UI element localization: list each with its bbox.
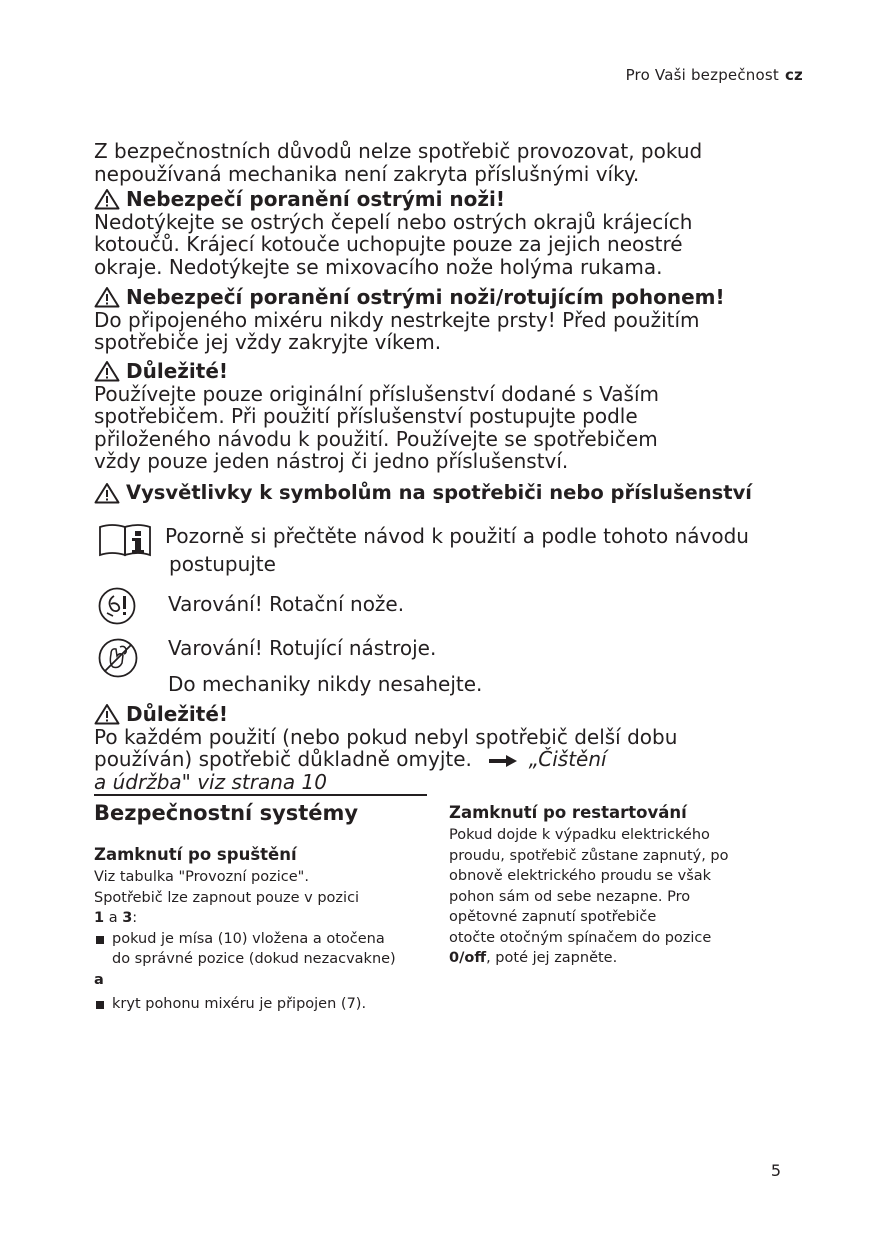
bullet-icon bbox=[96, 936, 104, 944]
text-line: do správné pozice (dokud nezacvakne) bbox=[112, 951, 396, 967]
symbols-heading bbox=[94, 482, 834, 505]
warning-line: kotoučů. Krájecí kotouče uchopujte pouze za jejich neostré bbox=[94, 232, 683, 256]
warning-line: přiloženého návodu k použití. Používejte se spotřebičem bbox=[94, 426, 658, 451]
restart-lock-body bbox=[449, 825, 789, 969]
warning-line: Používejte pouze originální příslušenství dodané s Vaším bbox=[94, 381, 660, 406]
warning-line: Po každém použití (nebo pokud nebyl spotřebič delší dobu bbox=[94, 724, 678, 749]
warning-title bbox=[94, 286, 806, 309]
important-accessories bbox=[94, 360, 806, 473]
warning-title-text: Důležité! bbox=[126, 702, 229, 726]
header-title: Pro Vaši bezpečnost bbox=[625, 66, 779, 84]
start-lock-body bbox=[94, 867, 434, 1015]
rotating-blades-warning-icon bbox=[97, 586, 137, 626]
warning-line-text: používán) spotřebič důkladně omyjte. bbox=[94, 747, 472, 771]
text-line: Pokud dojde k výpadku elektrického bbox=[449, 827, 710, 843]
position-value: 0/off bbox=[449, 950, 487, 966]
arrow-right-icon bbox=[488, 754, 518, 768]
important-cleaning bbox=[94, 703, 814, 793]
warning-line: vždy pouze jeden nástroj či jedno příslušenství. bbox=[94, 449, 569, 473]
symbol-text-line: Pozorně si přečtěte návod k použití a podle tohoto návodu bbox=[165, 524, 749, 548]
symbol-text-line: Do mechaniky nikdy nesahejte. bbox=[168, 672, 483, 696]
warning-title bbox=[94, 482, 834, 505]
warning-triangle-icon bbox=[94, 482, 120, 504]
warning-line: spotřebiče jej vždy zakryjte víkem. bbox=[94, 330, 442, 354]
symbol-manual-text bbox=[165, 522, 749, 578]
restart-lock-section bbox=[449, 803, 789, 969]
text-line: a bbox=[94, 971, 104, 988]
warning-title bbox=[94, 188, 806, 211]
cleaning-reference-link[interactable]: a údržba" viz strana 10 bbox=[94, 769, 327, 794]
warning-rotating-drive bbox=[94, 286, 806, 354]
language-code: cz bbox=[784, 66, 803, 84]
colon: : bbox=[132, 910, 138, 926]
text-line: opětovné zapnutí spotřebiče bbox=[449, 909, 657, 925]
section-title: Bezpečnostní systémy bbox=[94, 801, 359, 825]
symbol-text-line: Varování! Rotující nástroje. bbox=[168, 636, 437, 660]
warning-line bbox=[94, 748, 814, 771]
position-value: 1 bbox=[94, 910, 105, 926]
warning-triangle-icon bbox=[94, 360, 120, 382]
text-line: kryt pohonu mixéru je připojen (7). bbox=[112, 996, 367, 1012]
conjunction: a bbox=[108, 910, 118, 926]
warning-triangle-icon bbox=[94, 703, 120, 725]
warning-line: okraje. Nedotýkejte se mixovacího nože holýma rukama. bbox=[94, 254, 663, 279]
text-tail: , poté jej zapněte. bbox=[486, 950, 618, 966]
cleaning-reference-link[interactable]: „Čištění bbox=[528, 747, 607, 771]
symbols-title: Vysvětlivky k symbolům na spotřebiči nebo příslušenství bbox=[126, 481, 752, 504]
symbol-tools-row bbox=[97, 630, 482, 702]
intro-paragraph bbox=[94, 140, 806, 185]
open-book-info-icon bbox=[97, 522, 155, 558]
position-value: 3 bbox=[122, 910, 133, 926]
warning-sharp-blades bbox=[94, 188, 806, 278]
symbol-manual-row bbox=[97, 522, 749, 578]
start-lock-title: Zamknutí po spuštění bbox=[94, 845, 297, 864]
page-number: 5 bbox=[770, 1161, 781, 1180]
warning-line: Nedotýkejte se ostrých čepelí nebo ostrých okrajů krájecích bbox=[94, 209, 693, 234]
intro-line: nepoužívaná mechanika není zakryta příslušnými víky. bbox=[94, 161, 640, 186]
warning-title bbox=[94, 360, 806, 383]
warning-title-text: Nebezpečí poranění ostrými noži/rotujícím pohonem! bbox=[126, 285, 725, 309]
warning-triangle-icon bbox=[94, 286, 120, 308]
symbol-blades-text: Varování! Rotační nože. bbox=[168, 592, 405, 616]
symbol-tools-text bbox=[168, 630, 482, 702]
text-line: Viz tabulka "Provozní pozice". bbox=[94, 869, 309, 885]
section-divider bbox=[94, 794, 427, 796]
warning-line: spotřebičem. Při použití příslušenství postupujte podle bbox=[94, 404, 638, 428]
text-line: pokud je mísa (10) vložena a otočena bbox=[112, 930, 385, 947]
safety-systems-section bbox=[94, 801, 434, 1015]
text-line bbox=[449, 948, 789, 969]
list-item bbox=[94, 929, 434, 970]
text-line: proudu, spotřebič zůstane zapnutý, po bbox=[449, 847, 729, 864]
text-line bbox=[94, 908, 434, 929]
symbol-blades-row bbox=[97, 586, 404, 626]
warning-title-text: Důležité! bbox=[126, 359, 229, 383]
intro-line: Z bezpečnostních důvodů nelze spotřebič provozovat, pokud bbox=[94, 139, 703, 163]
warning-title bbox=[94, 703, 814, 726]
text-line: obnově elektrického proudu se však bbox=[449, 868, 712, 884]
text-line: pohon sám od sebe nezapne. Pro bbox=[449, 888, 691, 905]
warning-title-text: Nebezpečí poranění ostrými noži! bbox=[126, 187, 506, 211]
list-item bbox=[94, 994, 434, 1015]
warning-triangle-icon bbox=[94, 188, 120, 210]
running-header bbox=[626, 66, 803, 84]
no-hand-rotating-tools-icon bbox=[97, 636, 139, 680]
restart-lock-title: Zamknutí po restartování bbox=[449, 803, 687, 822]
bullet-icon bbox=[96, 1001, 104, 1009]
symbol-text-line: postupujte bbox=[169, 552, 276, 576]
text-line: Spotřebič lze zapnout pouze v pozici bbox=[94, 889, 360, 906]
warning-line: Do připojeného mixéru nikdy nestrkejte prsty! Před použitím bbox=[94, 307, 700, 332]
text-line: otočte otočným spínačem do pozice bbox=[449, 929, 712, 946]
